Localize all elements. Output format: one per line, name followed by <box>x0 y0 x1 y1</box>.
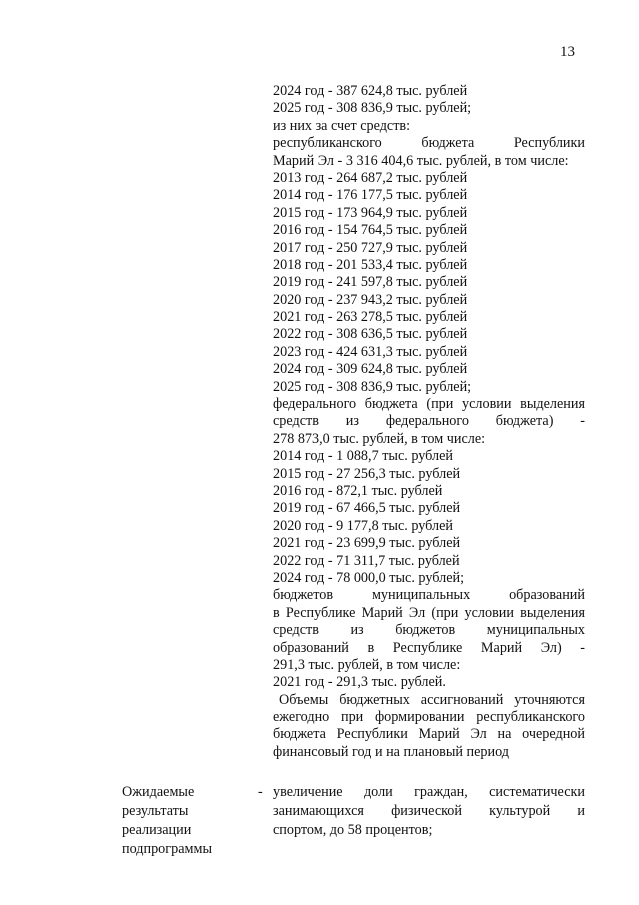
funding-line: 2021 год - 291,3 тыс. рублей. <box>273 674 446 691</box>
results-label-line: Ожидаемые <box>122 784 195 800</box>
results-text-line: спортом, до 58 процентов; <box>273 822 433 838</box>
funding-line: 2016 год - 872,1 тыс. рублей <box>273 482 443 499</box>
results-label-line: подпрограммы <box>122 841 212 857</box>
funding-line: 2014 год - 176 177,5 тыс. рублей <box>273 187 468 204</box>
funding-line: средств из федерального бюджета) - <box>273 413 585 430</box>
funding-line: образований в Республике Марий Эл) - <box>273 639 585 656</box>
funding-line: 2024 год - 309 624,8 тыс. рублей <box>273 361 468 378</box>
funding-line: 2021 год - 23 699,9 тыс. рублей <box>273 535 461 552</box>
funding-line: бюджета Республики Марий Эл на очередной <box>273 726 585 743</box>
funding-line: 2019 год - 241 597,8 тыс. рублей <box>273 274 468 291</box>
funding-text-block <box>273 83 585 761</box>
funding-line: федерального бюджета (при условии выделения <box>273 396 585 413</box>
funding-line: 2016 год - 154 764,5 тыс. рублей <box>273 222 468 239</box>
funding-line: 2021 год - 263 278,5 тыс. рублей <box>273 309 468 326</box>
funding-line: 291,3 тыс. рублей, в том числе: <box>273 656 461 673</box>
funding-line: ежегодно при формировании республиканского <box>273 709 585 726</box>
funding-line: средств из бюджетов муниципальных <box>273 622 585 639</box>
page-number: 13 <box>560 44 575 60</box>
funding-line: 2014 год - 1 088,7 тыс. рублей <box>273 448 453 465</box>
funding-line: 2017 год - 250 727,9 тыс. рублей <box>273 239 468 256</box>
funding-line: 2015 год - 27 256,3 тыс. рублей <box>273 465 461 482</box>
funding-line: 2022 год - 71 311,7 тыс. рублей <box>273 552 460 569</box>
funding-line: 2023 год - 424 631,3 тыс. рублей <box>273 343 468 360</box>
funding-line: 2013 год - 264 687,2 тыс. рублей <box>273 169 468 186</box>
funding-line: 2020 год - 9 177,8 тыс. рублей <box>273 517 453 534</box>
funding-line: республиканского бюджета Республики <box>273 135 585 152</box>
results-label-line: результаты <box>122 803 189 819</box>
funding-line: из них за счет средств: <box>273 117 411 134</box>
funding-line: 2024 год - 78 000,0 тыс. рублей; <box>273 569 465 586</box>
funding-line: бюджетов муниципальных образований <box>273 587 585 604</box>
results-text-line: занимающихся физической культурой и <box>273 803 585 819</box>
results-label-line: реализации <box>122 822 192 838</box>
funding-line: Объемы бюджетных ассигнований уточняются <box>279 691 585 708</box>
funding-line: 2015 год - 173 964,9 тыс. рублей <box>273 204 468 221</box>
results-label <box>122 783 242 859</box>
results-text <box>273 783 585 840</box>
funding-line: 2024 год - 387 624,8 тыс. рублей <box>273 83 468 99</box>
funding-line: 2025 год - 308 836,9 тыс. рублей; <box>273 378 472 395</box>
results-text-line: увеличение доли граждан, систематически <box>273 784 585 800</box>
funding-line: 2018 год - 201 533,4 тыс. рублей <box>273 256 468 273</box>
funding-line: в Республике Марий Эл (при условии выделения <box>273 604 585 621</box>
results-dash: - <box>258 784 263 800</box>
funding-line: 278 873,0 тыс. рублей, в том числе: <box>273 430 486 447</box>
funding-line: финансовый год и на плановый период <box>273 743 510 760</box>
funding-line: 2020 год - 237 943,2 тыс. рублей <box>273 291 468 308</box>
funding-line: 2025 год - 308 836,9 тыс. рублей; <box>273 100 472 117</box>
funding-line: Марий Эл - 3 316 404,6 тыс. рублей, в том числе: <box>273 152 569 169</box>
funding-line: 2019 год - 67 466,5 тыс. рублей <box>273 500 461 517</box>
funding-line: 2022 год - 308 636,5 тыс. рублей <box>273 326 468 343</box>
